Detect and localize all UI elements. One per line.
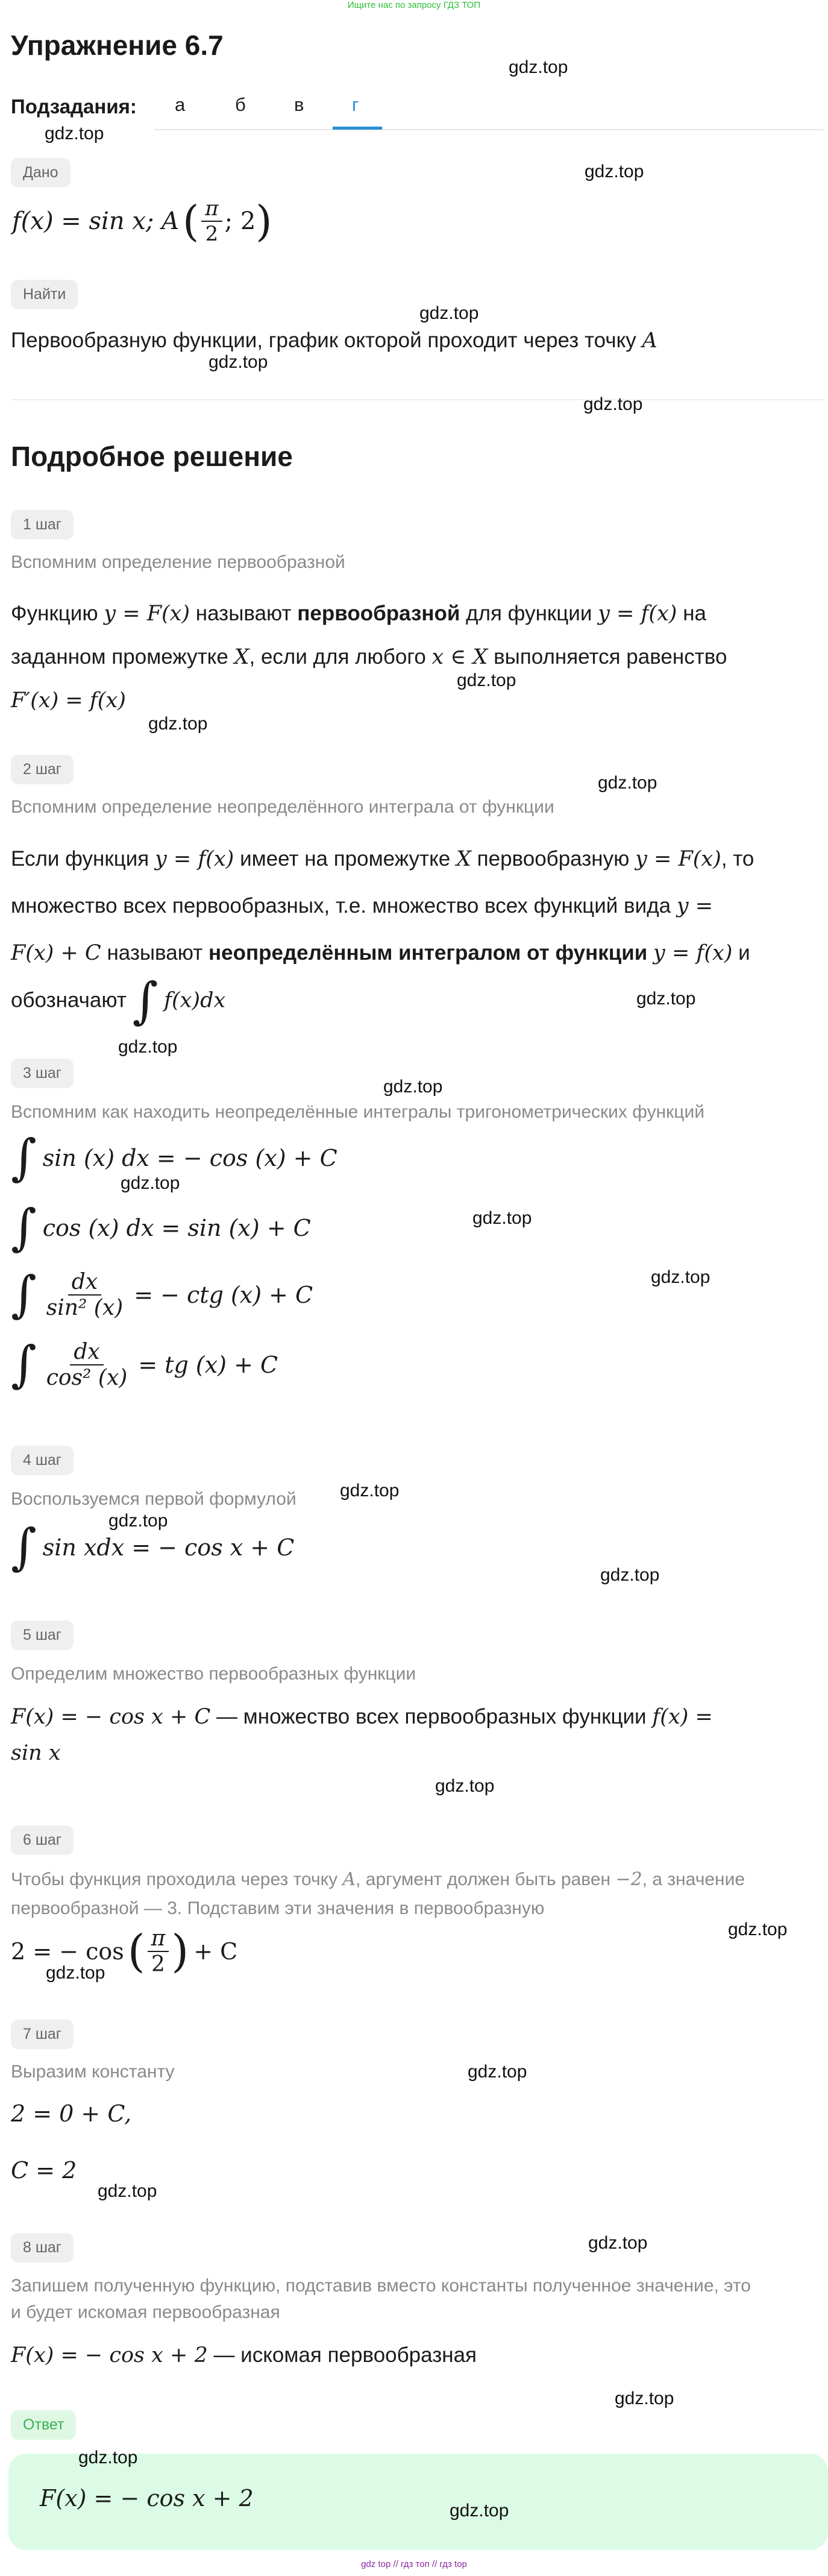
step-3-badge: 3 шаг [11, 1059, 74, 1088]
watermark: gdz.top [108, 1511, 168, 1531]
watermark: gdz.top [598, 773, 657, 793]
given-badge: Дано [11, 158, 71, 187]
watermark: gdz.top [585, 162, 644, 181]
watermark: gdz.top [509, 57, 568, 77]
step-7-caption: Выразим константу [11, 2062, 175, 2082]
step-6-caption: Чтобы функция проходила через точку A, аргумент должен быть равен −2, а значение первообразной — 3. Подставим эти значения в первообразную [11, 1869, 745, 1918]
integral-sign: ∫ [132, 972, 158, 1030]
step-4-caption: Воспользуемся первой формулой [11, 1489, 296, 1509]
active-tab-indicator [333, 127, 382, 130]
answer-formula: F(x) = − cos x + 2 [40, 2485, 254, 2511]
formula-tg-integral: ∫ $\frac{dx}{\text{cos² (x)}}$ = tg (x) + C [11, 1336, 278, 1393]
page-title: Упражнение 6.7 [11, 30, 224, 61]
watermark: gdz.top [383, 1077, 443, 1097]
formula-cos-integral: ∫ cos (x) dx = sin (x) + C [11, 1199, 311, 1256]
watermark: gdz.top [468, 2062, 527, 2082]
step-1-caption: Вспомним определение первообразной [11, 552, 345, 572]
watermark: gdz.top [457, 670, 516, 690]
watermark: gdz.top [615, 2389, 674, 2408]
watermark: gdz.top [419, 303, 479, 323]
step-3-caption: Вспомним как находить неопределённые интегралы тригонометрических функций [11, 1102, 704, 1122]
watermark: gdz.top [209, 352, 268, 372]
step-5-badge: 5 шаг [11, 1620, 74, 1650]
watermark: gdz.top [728, 1919, 788, 1939]
step-1-text: Функцию y = F(x) называют первообразной для функции y = f(x) на заданном промежутке X, если для любого x ∈ X выполняется равенство F′(x) = f(x) [11, 602, 727, 713]
bottom-link-separator: // [393, 2559, 398, 2569]
watermark: gdz.top [46, 1963, 105, 1983]
subtasks-label: Подзадания: [11, 95, 137, 118]
given-formula: f(x) = sin x; A ( $\frac{\pi}{2}$ ; 2 ) [12, 197, 272, 246]
step-2-caption: Вспомним определение неопределённого интеграла от функции [11, 797, 554, 817]
step-8-caption: Запишем полученную функцию, подставив вместо константы полученное значение, это и будет искомая первообразная [11, 2276, 751, 2322]
watermark: gdz.top [450, 2501, 509, 2521]
step-5-caption: Определим множество первообразных функции [11, 1664, 416, 1684]
step-6-badge: 6 шаг [11, 1825, 74, 1855]
watermark: gdz.top [78, 2448, 138, 2467]
watermark: gdz.top [472, 1208, 532, 1228]
tab-g[interactable]: г [352, 94, 359, 115]
watermark: gdz.top [121, 1173, 180, 1193]
subtask-tabs [154, 81, 823, 130]
formula-ctg-integral: ∫ $\frac{dx}{\text{sin² (x)}}$ = − ctg (x) + C [11, 1266, 313, 1323]
divider [11, 399, 824, 400]
step-7-formula-1: 2 = 0 + C, [11, 2100, 132, 2127]
watermark: gdz.top [600, 1565, 660, 1585]
watermark: gdz.top [45, 124, 104, 143]
watermark: gdz.top [340, 1481, 400, 1501]
watermark: gdz.top [588, 2233, 648, 2253]
formula-sin-integral: ∫ sin (x) dx = − cos (x) + C [11, 1129, 337, 1186]
step-5-text: F(x) = − cos x + C — множество всех первообразных функции f(x) = sin x [11, 1705, 713, 1765]
bottom-link-gdz-top-ru[interactable]: гдз топ [401, 2559, 430, 2569]
step-2-badge: 2 шаг [11, 755, 74, 784]
watermark: gdz.top [98, 2181, 157, 2201]
watermark: gdz.top [148, 714, 208, 734]
watermark: gdz.top [435, 1776, 495, 1796]
tab-b[interactable]: б [235, 94, 246, 115]
step-8-result: F(x) = − cos x + 2 — искомая первообразная [11, 2343, 477, 2367]
tab-a[interactable]: а [175, 94, 186, 115]
solution-title: Подробное решение [11, 441, 293, 472]
watermark: gdz.top [583, 394, 643, 414]
watermark: gdz.top [651, 1267, 710, 1287]
answer-badge: Ответ [11, 2410, 76, 2440]
tab-v[interactable]: в [294, 94, 304, 115]
find-text: Первообразную функции, график окторой проходит через точку A [11, 329, 657, 353]
bottom-link-gdz-top-mixed[interactable]: гдз top [439, 2559, 467, 2569]
find-badge: Найти [11, 280, 78, 309]
bottom-link-gdz-top[interactable]: gdz top [361, 2559, 391, 2569]
step-2-text: Если функция y = f(x) имеет на промежутке X первообразную y = F(x), то множество всех первообразных, т.е. множество всех функций вида y = F(x) + C называют неопределённым интегралом от функции y = f(x) и обозначают ∫ f(x)dx [11, 847, 754, 1030]
step-4-formula: ∫ sin xdx = − cos x + C [11, 1519, 295, 1576]
step-8-badge: 8 шаг [11, 2233, 74, 2263]
step-7-badge: 7 шаг [11, 2020, 74, 2049]
watermark: gdz.top [636, 989, 696, 1009]
watermark: gdz.top [118, 1037, 178, 1057]
step-6-formula: 2 = − cos ( $\frac{\pi}{2}$ ) + C [11, 1926, 238, 1977]
step-1-badge: 1 шаг [11, 510, 74, 540]
bottom-links [0, 2559, 828, 2569]
step-7-formula-2: C = 2 [11, 2157, 77, 2184]
step-4-badge: 4 шаг [11, 1446, 74, 1475]
top-search-link[interactable]: Ищите нас по запросу ГДЗ ТОП [347, 0, 481, 10]
bottom-link-separator: // [431, 2559, 438, 2569]
